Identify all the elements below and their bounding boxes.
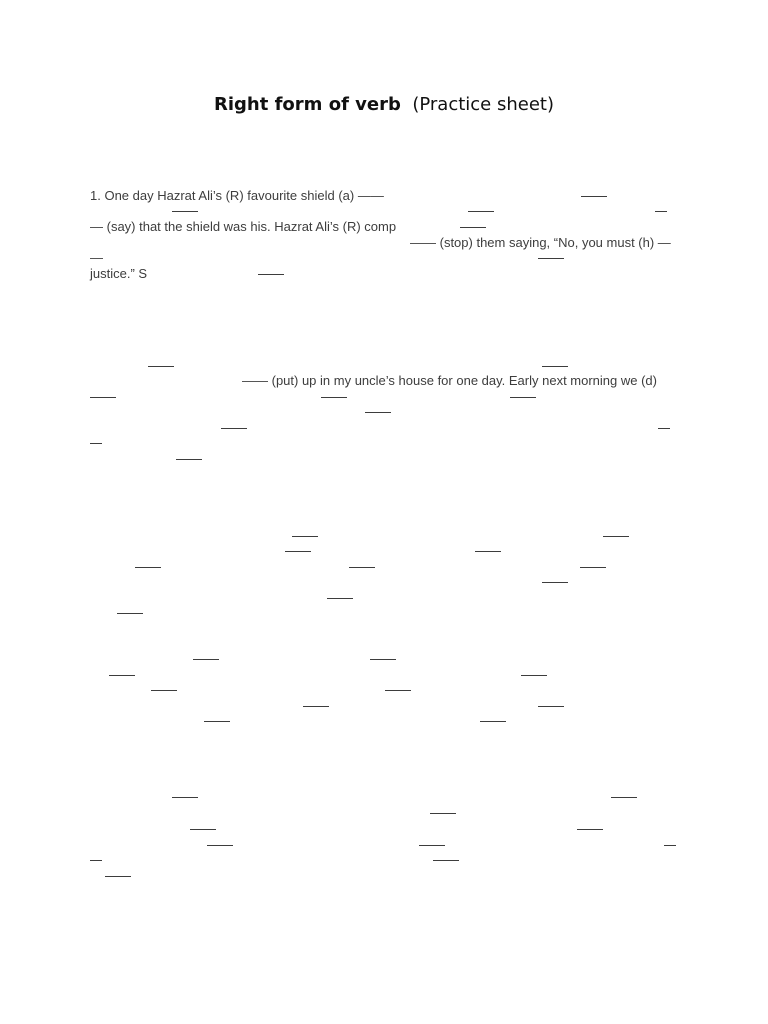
blank-line [148,366,174,367]
blank-line [172,211,198,212]
blank-line [365,412,391,413]
title-main: Right form of verb [214,94,401,115]
blank-line [370,659,396,660]
blank-line [258,274,284,275]
blank-line [581,196,607,197]
blank-line [105,876,131,877]
blank-line [460,227,486,228]
blank-line [542,366,568,367]
blank-line [176,459,202,460]
blank-line [433,860,459,861]
blank-line [611,797,637,798]
blank-line [521,675,547,676]
paragraph-1-line-4: —— (stop) them saying, “No, you must (h) — [410,235,671,250]
blank-line [603,536,629,537]
blank-line [90,397,116,398]
blank-line [151,690,177,691]
blank-line [580,567,606,568]
blank-line [475,551,501,552]
blank-line [658,428,670,429]
title-sub: (Practice sheet) [412,94,554,115]
paragraph-1-line-3: — (say) that the shield was his. Hazrat Ali’s (R) comp [90,219,397,234]
blank-line [90,443,102,444]
blank-line [321,397,347,398]
blank-line [109,675,135,676]
blank-line [419,845,445,846]
blank-line [285,551,311,552]
blank-line [193,659,219,660]
blank-line [510,397,536,398]
paragraph-2-line-2: —— (put) up in my uncle’s house for one day. Early next morning we (d) [242,373,657,388]
paragraph-1-line-6: justice.” S [90,266,148,281]
blank-line [480,721,506,722]
paragraph-1-line-1: 1. One day Hazrat Ali’s (R) favourite shield (a) —— [90,188,384,203]
blank-line [468,211,494,212]
blank-line [172,797,198,798]
blank-line [221,428,247,429]
blank-line [577,829,603,830]
blank-line [538,706,564,707]
blank-line [385,690,411,691]
blank-line [349,567,375,568]
paragraph-1-line-5: — [90,250,103,265]
blank-line [303,706,329,707]
blank-line [207,845,233,846]
blank-line [135,567,161,568]
blank-line [542,582,568,583]
blank-line [204,721,230,722]
blank-line [430,813,456,814]
page-title [0,94,768,115]
blank-line [538,258,564,259]
blank-line [664,845,676,846]
blank-line [655,211,667,212]
blank-line [292,536,318,537]
blank-line [90,860,102,861]
blank-line [117,613,143,614]
blank-line [327,598,353,599]
blank-line [190,829,216,830]
